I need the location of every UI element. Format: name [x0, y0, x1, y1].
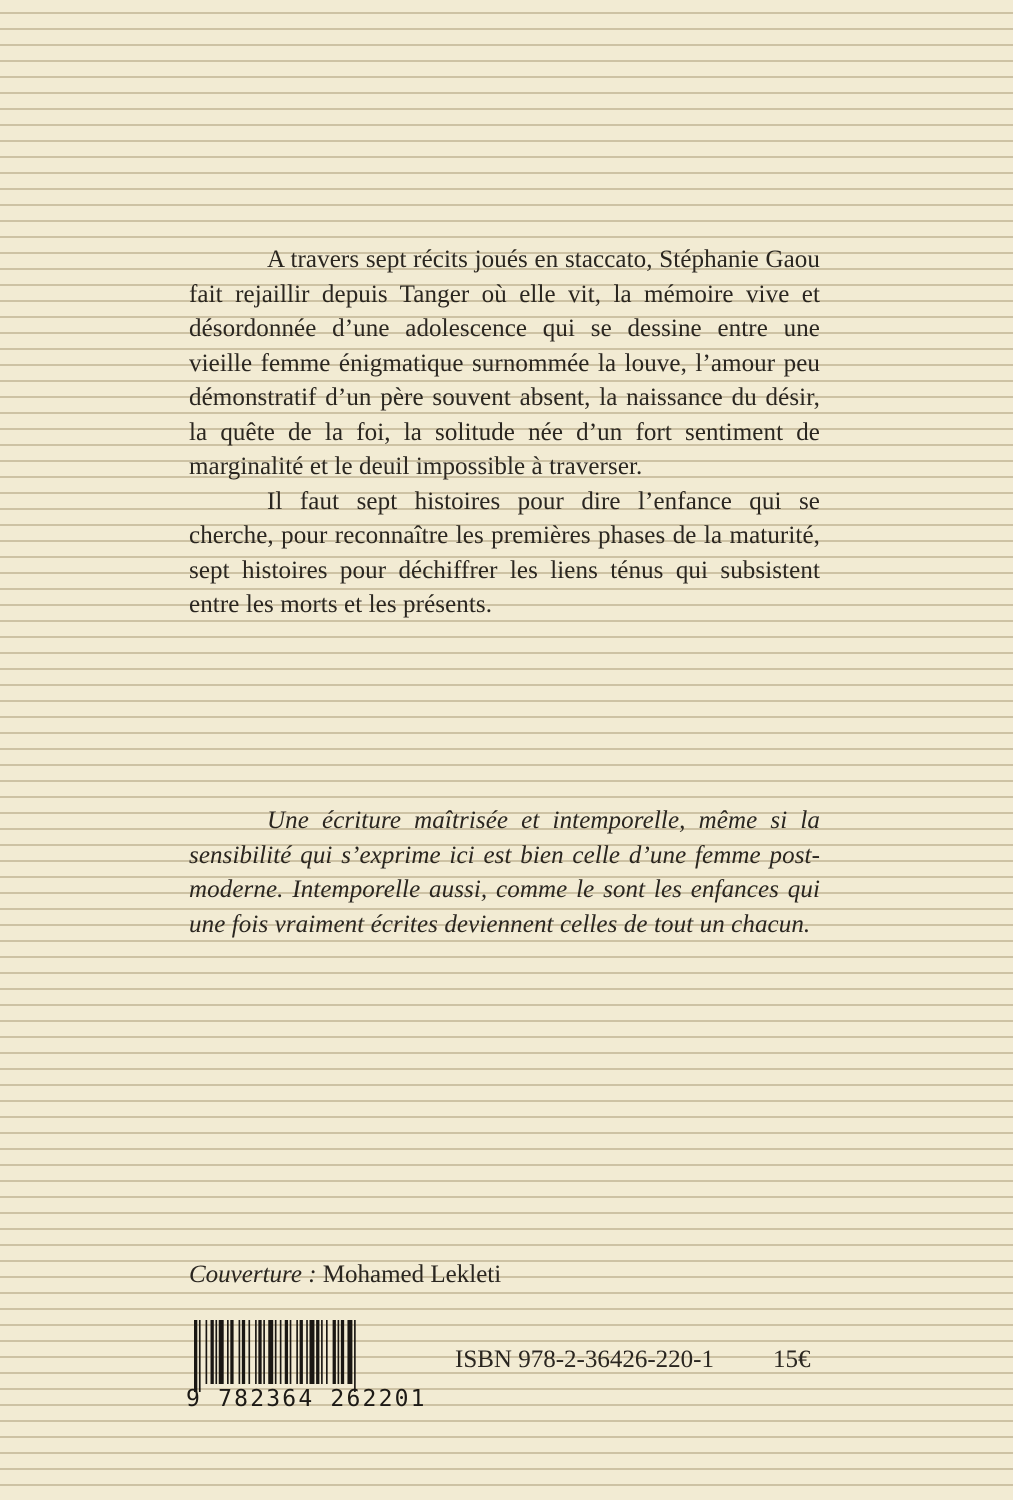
barcode-bar [321, 1320, 323, 1384]
barcode-bar [326, 1320, 328, 1384]
cover-credit [189, 1258, 501, 1292]
barcode-bar [206, 1320, 208, 1384]
barcode-bar [242, 1320, 245, 1384]
barcode-bar [248, 1320, 250, 1384]
barcode-bar [333, 1320, 336, 1384]
barcode-bar [239, 1320, 241, 1384]
barcode-bars [186, 1320, 416, 1392]
barcode-bar [338, 1320, 340, 1384]
barcode-bar [230, 1320, 233, 1384]
barcode-bar [263, 1320, 265, 1384]
barcode-bar [268, 1320, 273, 1384]
barcode-bar [285, 1320, 288, 1384]
barcode-bar [194, 1320, 197, 1392]
barcode-bar [341, 1320, 344, 1384]
barcode-bar [275, 1320, 277, 1384]
isbn-number: ISBN 978-2-36426-220-1 [455, 1346, 715, 1373]
cover-credit-name: Mohamed Lekleti [322, 1261, 502, 1288]
barcode-bar [280, 1320, 282, 1384]
review-quote-text: Une écriture maîtrisée et intemporelle, même si la sensibilité qui s’exprime ici est bien celle d’une femme post-moderne. Intemporelle aussi, comme le sont les enfances qui une fois vraiment écrites deviennent celles de tout un chacun. [189, 807, 820, 938]
synopsis-paragraph-1: A travers sept récits joués en staccato, Stéphanie Gaou fait rejaillir depuis Tanger où elle vit, la mémoire vive et désordonnée d’une adolescence qui se dessine entre une vieille femme énigmatique surnommée la louve, l’amour peu démonstratif d’un père souvent absent, la naissance du désir, la quête de la foi, la solitude née d’un fort sentiment de marginalité et le deuil impossible à traverser. [189, 246, 820, 480]
barcode-digits: 9 782364 262201 [186, 1386, 427, 1412]
barcode-bar [199, 1320, 201, 1392]
barcode-bar [347, 1320, 352, 1384]
barcode [186, 1320, 427, 1420]
price: 15€ [773, 1346, 811, 1373]
barcode-bar [310, 1320, 315, 1384]
barcode-bar [300, 1320, 303, 1384]
review-quote [189, 804, 820, 942]
synopsis [189, 243, 820, 623]
barcode-bar [211, 1320, 214, 1384]
synopsis-paragraph-2: Il faut sept histoires pour dire l’enfance qui se cherche, pour reconnaître les premières phases de la maturité, sept histoires pour déchiffrer les liens ténus qui subsistent entre les morts et les présents. [189, 487, 820, 618]
barcode-bar [215, 1320, 217, 1384]
barcode-bar [255, 1320, 257, 1384]
barcode-bar [227, 1320, 229, 1384]
barcode-bar [290, 1320, 292, 1384]
barcode-bar [306, 1320, 308, 1384]
barcode-bar [258, 1320, 261, 1384]
barcode-bar [296, 1320, 298, 1384]
cover-credit-label: Couverture : [189, 1261, 317, 1288]
barcode-bar [354, 1320, 356, 1392]
barcode-bar [219, 1320, 224, 1384]
barcode-bar [316, 1320, 319, 1384]
